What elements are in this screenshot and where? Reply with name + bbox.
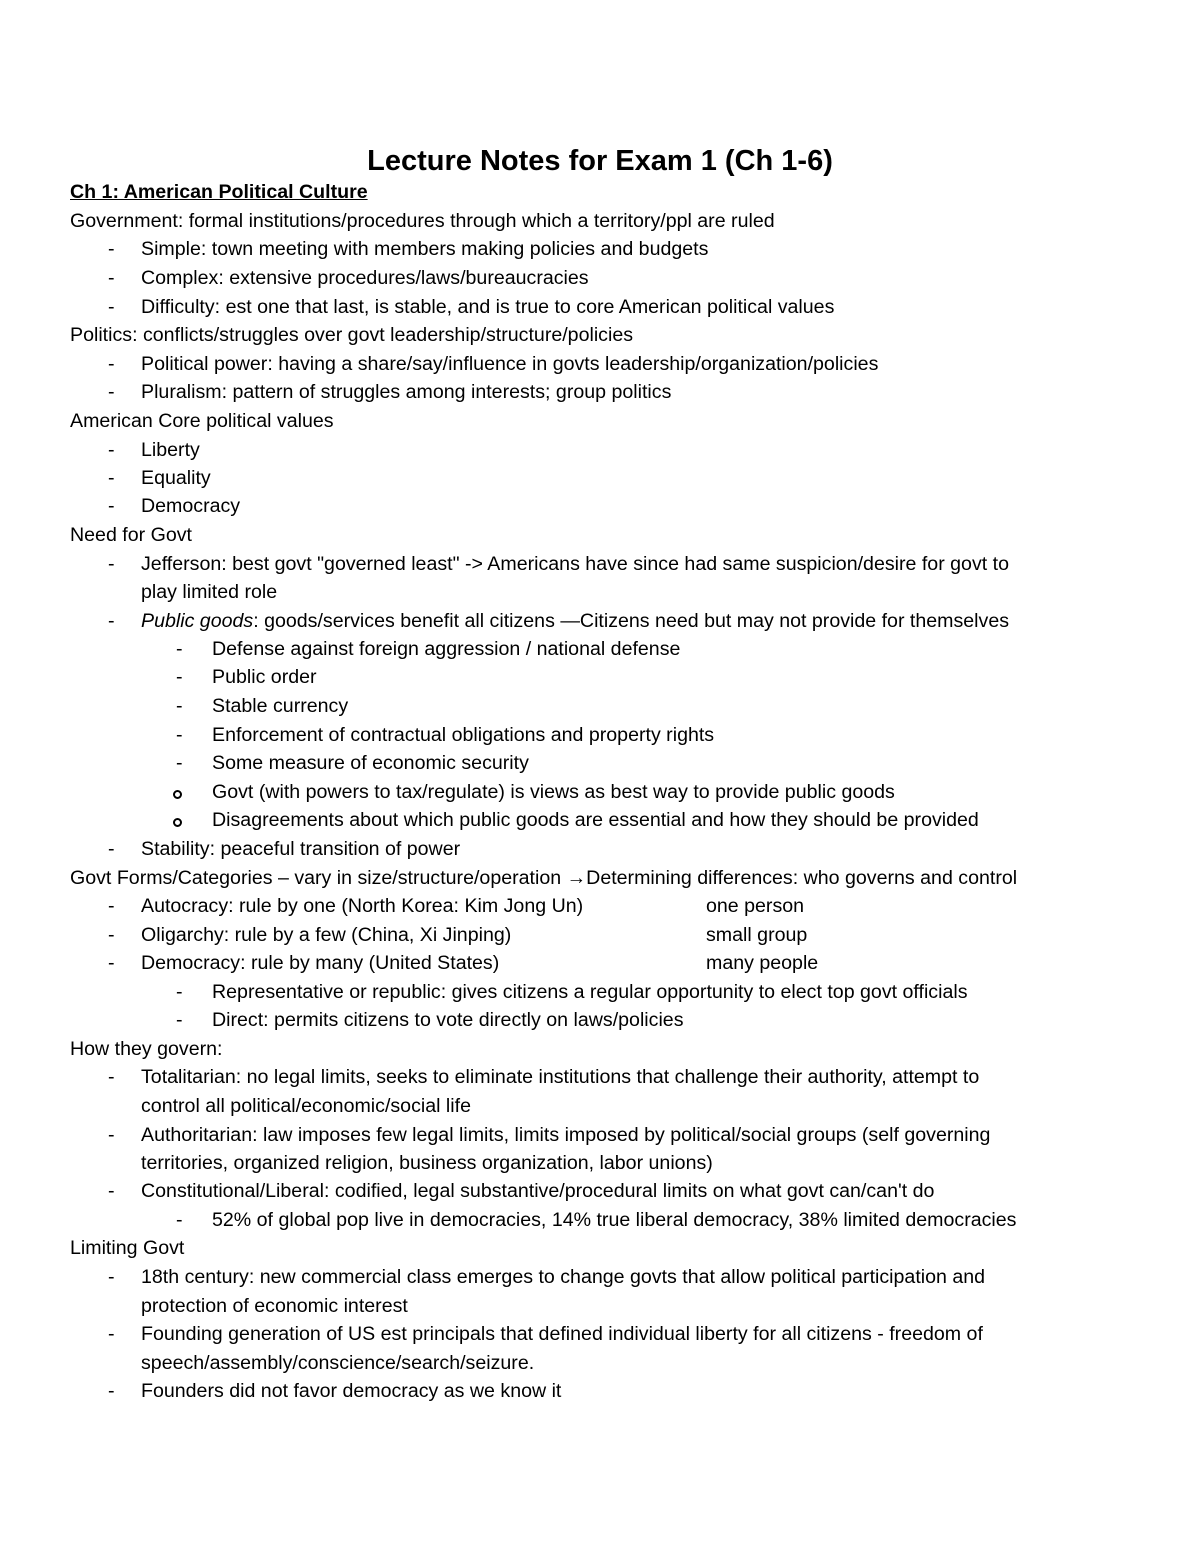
- government-definition: Government: formal institutions/procedures through which a territory/ppl are ruled: [70, 210, 775, 232]
- list-item-aside: many people: [706, 952, 819, 974]
- bullet-dash: -: [108, 895, 115, 917]
- bullet-dash: -: [108, 296, 115, 318]
- list-item-aside: small group: [706, 924, 808, 946]
- list-item-text: Simple: town meeting with members making policies and budgets: [141, 238, 709, 260]
- bullet-dash: -: [176, 724, 183, 746]
- sub-list-item-text: Some measure of economic security: [212, 752, 529, 774]
- list-item-text: Political power: having a share/say/influence in govts leadership/organization/policies: [141, 353, 879, 375]
- bullet-dash: -: [108, 924, 115, 946]
- sub-list-item-text: Public order: [212, 666, 317, 688]
- list-item-text: [141, 607, 1009, 635]
- bullet-dash: -: [108, 1180, 115, 1202]
- bullet-dash: -: [108, 439, 115, 461]
- list-item-text: Democracy: [141, 495, 241, 517]
- list-item-text: control all political/economic/social life: [141, 1095, 471, 1117]
- forms-heading: Govt Forms/Categories – vary in size/structure/operation →Determining differences: who governs and control: [70, 867, 1018, 889]
- bullet-dash: -: [108, 495, 115, 517]
- list-item-text: territories, organized religion, business organization, labor unions): [141, 1152, 713, 1174]
- list-item-text: Oligarchy: rule by a few (China, Xi Jinping): [141, 924, 512, 946]
- page-title: Lecture Notes for Exam 1 (Ch 1-6): [367, 145, 833, 177]
- bullet-dash: -: [108, 952, 115, 974]
- list-item-text: Founding generation of US est principals that defined individual liberty for all citizens - freedom of: [141, 1323, 983, 1345]
- list-item-text: Complex: extensive procedures/laws/bureaucracies: [141, 267, 589, 289]
- circle-bullet-icon: [173, 818, 182, 827]
- how-heading: How they govern:: [70, 1038, 223, 1060]
- list-item-text: protection of economic interest: [141, 1295, 408, 1317]
- bullet-dash: -: [108, 267, 115, 289]
- bullet-dash: -: [176, 638, 183, 660]
- core-values-heading: American Core political values: [70, 410, 334, 432]
- bullet-dash: -: [176, 981, 183, 1003]
- bullet-dash: -: [108, 467, 115, 489]
- list-item-text: Pluralism: pattern of struggles among interests; group politics: [141, 381, 672, 403]
- sub-list-item-text: Defense against foreign aggression / national defense: [212, 638, 681, 660]
- sub-list-item-text: Disagreements about which public goods are essential and how they should be provided: [212, 809, 979, 831]
- list-item-text: Authoritarian: law imposes few legal limits, limits imposed by political/social groups (self governing: [141, 1124, 991, 1146]
- list-item-aside: one person: [706, 895, 805, 917]
- bullet-dash: -: [108, 553, 115, 575]
- list-item-text: speech/assembly/conscience/search/seizure.: [141, 1352, 535, 1374]
- bullet-dash: -: [108, 1066, 115, 1088]
- list-item-text: Difficulty: est one that last, is stable, and is true to core American political values: [141, 296, 835, 318]
- list-item-text: play limited role: [141, 581, 278, 603]
- bullet-dash: -: [176, 666, 183, 688]
- public-goods-definition: : goods/services benefit all citizens —Citizens need but may not provide for themselves: [253, 610, 1010, 632]
- list-item-text: Stability: peaceful transition of power: [141, 838, 461, 860]
- bullet-dash: -: [176, 1009, 183, 1031]
- list-item-text: Constitutional/Liberal: codified, legal substantive/procedural limits on what govt can/can't do: [141, 1180, 935, 1202]
- bullet-dash: -: [108, 610, 115, 632]
- list-item-text: Totalitarian: no legal limits, seeks to eliminate institutions that challenge their authority, attempt to: [141, 1066, 980, 1088]
- bullet-dash: -: [108, 1266, 115, 1288]
- bullet-dash: -: [108, 353, 115, 375]
- need-heading: Need for Govt: [70, 524, 192, 546]
- circle-bullet-icon: [173, 790, 182, 799]
- list-item-text: 18th century: new commercial class emerges to change govts that allow political participation and: [141, 1266, 986, 1288]
- limiting-heading: Limiting Govt: [70, 1237, 185, 1259]
- bullet-dash: -: [108, 1323, 115, 1345]
- bullet-dash: -: [108, 381, 115, 403]
- bullet-dash: -: [108, 838, 115, 860]
- list-item-text: Founders did not favor democracy as we know it: [141, 1380, 562, 1402]
- bullet-dash: -: [108, 1124, 115, 1146]
- chapter-heading: Ch 1: American Political Culture: [70, 181, 368, 203]
- list-item-text: Jefferson: best govt "governed least" -> Americans have since had same suspicion/desire for govt to: [141, 553, 1009, 575]
- sub-list-item-text: Govt (with powers to tax/regulate) is views as best way to provide public goods: [212, 781, 895, 803]
- list-item-text: Democracy: rule by many (United States): [141, 952, 500, 974]
- sub-list-item-text: Stable currency: [212, 695, 349, 717]
- bullet-dash: -: [176, 752, 183, 774]
- sub-list-item-text: 52% of global pop live in democracies, 14% true liberal democracy, 38% limited democracies: [212, 1209, 1017, 1231]
- list-item-text: Liberty: [141, 439, 200, 461]
- bullet-dash: -: [176, 695, 183, 717]
- list-item-text: Equality: [141, 467, 211, 489]
- sub-list-item-text: Enforcement of contractual obligations and property rights: [212, 724, 715, 746]
- list-item-text: Autocracy: rule by one (North Korea: Kim Jong Un): [141, 895, 584, 917]
- bullet-dash: -: [108, 1380, 115, 1402]
- bullet-dash: -: [176, 1209, 183, 1231]
- sub-list-item-text: Direct: permits citizens to vote directly on laws/policies: [212, 1009, 684, 1031]
- public-goods-term: Public goods: [141, 610, 254, 632]
- sub-list-item-text: Representative or republic: gives citizens a regular opportunity to elect top govt officials: [212, 981, 968, 1003]
- politics-definition: Politics: conflicts/struggles over govt leadership/structure/policies: [70, 324, 634, 346]
- bullet-dash: -: [108, 238, 115, 260]
